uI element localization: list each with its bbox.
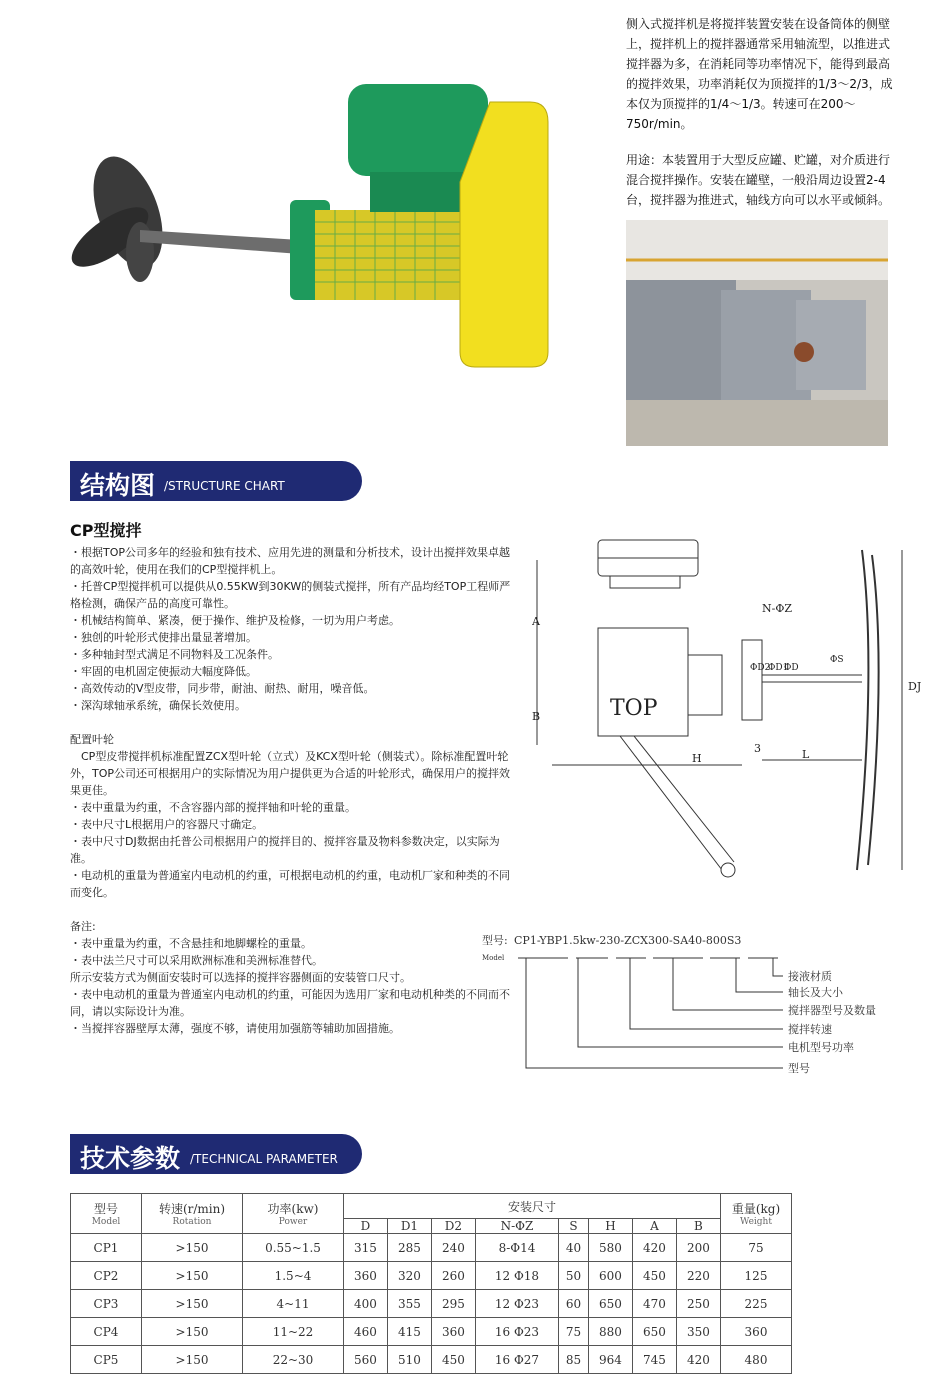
col-h: H	[589, 1219, 633, 1234]
structure-chart-title: 结构图	[80, 471, 156, 500]
dim-3: 3	[754, 742, 761, 755]
technical-parameter-title: 技术参数	[80, 1144, 181, 1173]
col-install: 安装尺寸	[344, 1194, 721, 1219]
dim-h: H	[692, 752, 702, 765]
table-row: CP1 >150 0.55~1.5 315 285 240 8-Φ14 40 580 420 200 75	[71, 1234, 792, 1262]
model-code-diagram	[478, 928, 930, 1088]
dim-dj: DJ	[908, 680, 922, 693]
legend-speed: 搅拌转速	[788, 1023, 832, 1036]
dim-d: ΦD	[784, 663, 799, 673]
col-d: D	[344, 1219, 388, 1234]
legend-motor: 电机型号功率	[788, 1041, 854, 1054]
model-word: Model	[482, 954, 505, 962]
impeller-line: ・表中重量为约重，不含容器内部的搅拌轴和叶轮的重量。	[70, 801, 356, 814]
note-line: ・表中重量为约重，不含悬挂和地脚螺栓的重量。	[70, 937, 312, 950]
drawing-motor-label: TOP	[610, 696, 658, 721]
intro-paragraph-2: 用途：本装置用于大型反应罐、贮罐，对介质进行混合搅拌操作。安装在罐壁，一般沿周边设置2-4台，搅拌器为推进式，轴线方向可以水平或倾斜。	[626, 153, 891, 207]
col-s: S	[559, 1219, 589, 1234]
cp-line: ・深沟球轴承系统，确保长效使用。	[70, 699, 246, 712]
note-line: ・表中电动机的重量为普通室内电动机的约重，可能因为选用厂家和电动机种类的不同而不同，请以实际设计为准。	[70, 988, 510, 1018]
legend-material: 接液材质	[788, 970, 832, 983]
col-model: 型号 Model	[71, 1194, 142, 1234]
impeller-line: ・电动机的重量为普通室内电动机的约重，可根据电动机的约重，电动机厂家和种类的不同而变化。	[70, 869, 510, 899]
model-code: CP1-YBP1.5kw-230-ZCX300-SA40-800S3	[514, 934, 742, 947]
agitator-product-image	[70, 62, 550, 382]
legend-impeller: 搅拌器型号及数量	[788, 1004, 876, 1017]
cp-title: CP型搅拌	[70, 521, 142, 540]
dim-b: B	[532, 710, 541, 723]
legend-model: 型号	[788, 1062, 810, 1075]
factory-photo	[626, 220, 888, 446]
impeller-line: CP型皮带搅拌机标准配置ZCX型叶轮（立式）及KCX型叶轮（侧装式）。除标准配置叶轮外，TOP公司还可根据用户的实际情况为用户提供更为合适的叶轮形式，确保用户的搅拌效果更佳。	[70, 750, 511, 797]
technical-parameter-header	[70, 1134, 366, 1178]
dim-s: ΦS	[830, 655, 844, 665]
cp-line: ・高效传动的V型皮带，同步带，耐油、耐热、耐用，噪音低。	[70, 682, 375, 695]
note-line: 所示安装方式为侧面安装时可以选择的搅拌容器侧面的安装管口尺寸。	[70, 971, 411, 984]
structure-chart-header	[70, 461, 366, 505]
table-row: CP2 >150 1.5~4 360 320 260 12 Φ18 50 600 450 220 125	[71, 1262, 792, 1290]
note-line: ・当搅拌容器壁厚太薄，强度不够，请使用加强筋等辅助加固措施。	[70, 1022, 400, 1035]
intro-text	[626, 14, 896, 226]
dim-l: L	[802, 748, 810, 761]
impeller-line: ・表中尺寸DJ数据由托普公司根据用户的搅拌目的、搅拌容量及物料参数决定，以实际为准。	[70, 835, 500, 865]
legend-shaft: 轴长及大小	[788, 986, 843, 999]
col-d1: D1	[387, 1219, 431, 1234]
structure-chart-subtitle: /STRUCTURE CHART	[164, 479, 285, 493]
cp-line: ・托普CP型搅拌机可以提供从0.55KW到30KW的侧装式搅拌，所有产品均经TOP工程师严格检测，确保产品的高度可靠性。	[70, 580, 511, 610]
intro-paragraph-1: 侧入式搅拌机是将搅拌装置安装在设备筒体的侧壁上，搅拌机上的搅拌器通常采用轴流型，以推进式搅拌器为多，在消耗同等功率情况下，能得到最高的搅拌效果，功率消耗仅为顶搅拌的1/3～2/3，成本仅为顶搅拌的1/4～1/3。转速可在200～750r/min。	[626, 17, 893, 131]
dim-nz: N-ΦZ	[762, 602, 793, 615]
note-line: ・表中法兰尺寸可以采用欧洲标准和美洲标准替代。	[70, 954, 323, 967]
cp-line: ・机械结构简单、紧凑，便于操作、维护及检修，一切为用户考虑。	[70, 614, 400, 627]
table-row: CP5 >150 22~30 560 510 450 16 Φ27 85 964 745 420 480	[71, 1346, 792, 1374]
col-rotation: 转速(r/min) Rotation	[142, 1194, 243, 1234]
table-row: CP3 >150 4~11 400 355 295 12 Φ23 60 650 470 250 225	[71, 1290, 792, 1318]
impeller-title: 配置叶轮	[70, 733, 114, 746]
col-power: 功率(kw) Power	[243, 1194, 344, 1234]
model-prefix: 型号:	[482, 934, 508, 947]
dim-d1: ΦD1	[768, 663, 789, 673]
col-b: B	[676, 1219, 720, 1234]
col-a: A	[632, 1219, 676, 1234]
col-d2: D2	[431, 1219, 475, 1234]
col-weight: 重量(kg) Weight	[721, 1194, 792, 1234]
notes-title: 备注:	[70, 920, 96, 933]
cp-line: ・独创的叶轮形式使排出量显著增加。	[70, 631, 257, 644]
cp-line: ・牢固的电机固定使振动大幅度降低。	[70, 665, 257, 678]
impeller-line: ・表中尺寸L根据用户的容器尺寸确定。	[70, 818, 264, 831]
structure-drawing	[532, 530, 932, 890]
table-row: CP4 >150 11~22 460 415 360 16 Φ23 75 880 650 350 360	[71, 1318, 792, 1346]
cp-line: ・多种轴封型式满足不同物料及工况条件。	[70, 648, 279, 661]
dim-d2: ΦD2	[750, 663, 771, 673]
technical-parameter-subtitle: /TECHNICAL PARAMETER	[190, 1152, 338, 1166]
dim-a: A	[532, 615, 540, 628]
col-nz: N-ΦZ	[475, 1219, 558, 1234]
parameter-table	[70, 1193, 792, 1374]
cp-description	[70, 544, 520, 901]
notes	[70, 918, 520, 1037]
cp-line: ・根据TOP公司多年的经验和独有技术、应用先进的测量和分析技术，设计出搅拌效果卓越的高效叶轮，使用在我们的CP型搅拌机上。	[70, 546, 511, 576]
